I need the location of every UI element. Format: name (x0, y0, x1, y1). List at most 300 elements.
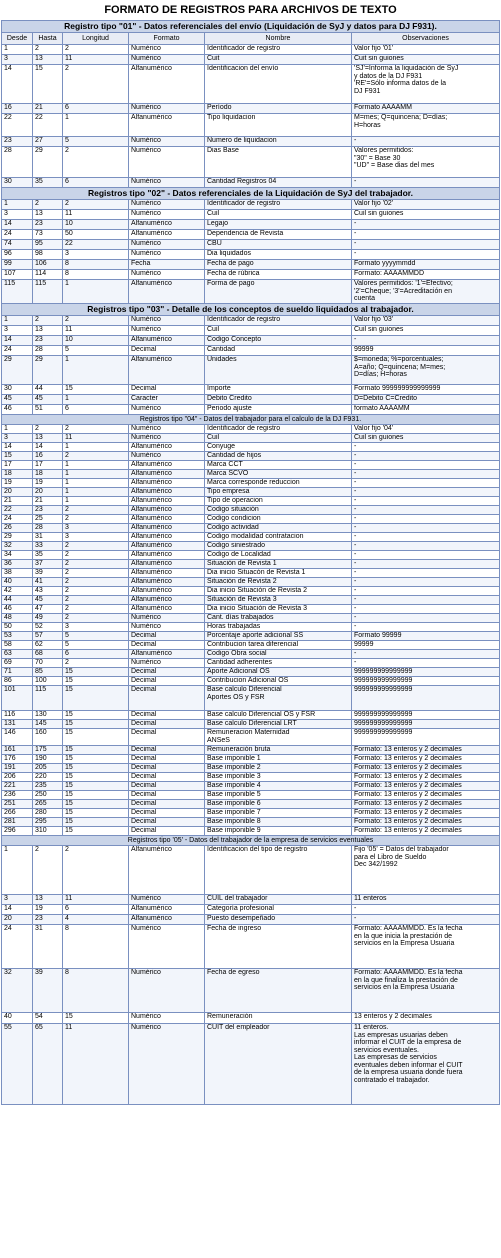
cell-observaciones: - (352, 336, 500, 346)
cell-observaciones: Valores permitidos: '1'=Efectivo; '2'=Cheque; '3'=Acreditación en cuenta (352, 280, 500, 304)
table-row (2, 905, 500, 915)
cell-desde: 20 (2, 488, 33, 497)
cell-desde: 131 (2, 720, 33, 729)
cell-nombre: Fecha de rúbrica (205, 270, 352, 280)
cell-longitud: 5 (63, 632, 129, 641)
cell-longitud: 50 (63, 230, 129, 240)
cell-hasta: 95 (33, 240, 63, 250)
cell-longitud: 10 (63, 220, 129, 230)
table-row (2, 316, 500, 326)
table-row (2, 729, 500, 746)
cell-formato: Alfanumérico (129, 542, 205, 551)
cell-hasta: 23 (33, 915, 63, 925)
cell-formato: Numérico (129, 623, 205, 632)
table-row (2, 605, 500, 614)
cell-formato: Numérico (129, 1024, 205, 1105)
cell-longitud: 1 (63, 395, 129, 405)
column-header-row (2, 33, 500, 45)
cell-observaciones: Formato: 13 enteros y 2 decimales (352, 827, 500, 836)
cell-nombre: CUIT del empleador (205, 1024, 352, 1105)
cell-desde: 14 (2, 336, 33, 346)
cell-desde: 38 (2, 569, 33, 578)
cell-nombre: Codigo Obra social (205, 650, 352, 659)
cell-hasta: 29 (33, 356, 63, 385)
cell-nombre: Base imponible 1 (205, 755, 352, 764)
cell-formato: Alfanumérico (129, 524, 205, 533)
cell-nombre: Periodo ajuste (205, 405, 352, 415)
cell-nombre: Base imponible 9 (205, 827, 352, 836)
cell-desde: 48 (2, 614, 33, 623)
cell-nombre: Base imponible 6 (205, 800, 352, 809)
cell-hasta: 70 (33, 659, 63, 668)
cell-desde: 3 (2, 434, 33, 443)
cell-nombre: Situación de Revista 3 (205, 596, 352, 605)
cell-nombre: Debito Credito (205, 395, 352, 405)
cell-desde: 58 (2, 641, 33, 650)
cell-observaciones: Formato: 13 enteros y 2 decimales (352, 746, 500, 755)
cell-hasta: 13 (33, 895, 63, 905)
cell-longitud: 11 (63, 434, 129, 443)
cell-longitud: 6 (63, 178, 129, 188)
cell-longitud: 6 (63, 650, 129, 659)
cell-formato: Alfanumérico (129, 578, 205, 587)
cell-hasta: 43 (33, 587, 63, 596)
cell-hasta: 250 (33, 791, 63, 800)
cell-longitud: 8 (63, 260, 129, 270)
cell-desde: 22 (2, 506, 33, 515)
cell-observaciones: Formato: 13 enteros y 2 decimales (352, 800, 500, 809)
cell-longitud: 15 (63, 800, 129, 809)
cell-nombre: Cuil (205, 434, 352, 443)
section-title: Registros tipo '05' - Datos del trabajador de la empresa de servicios eventuales (2, 836, 500, 846)
cell-hasta: 85 (33, 668, 63, 677)
table-row (2, 515, 500, 524)
cell-observaciones: M=mes; Q=quincena; D=días; H=horas (352, 114, 500, 137)
cell-observaciones: 999999999999999 (352, 668, 500, 677)
cell-hasta: 23 (33, 220, 63, 230)
cell-observaciones: Formato: AAAAMMDD. Es la fecha en la que inicia la prestación de servicios en la Empresa Usuaria (352, 925, 500, 969)
cell-nombre: Cantidad Registros 04 (205, 178, 352, 188)
table-row (2, 45, 500, 55)
cell-nombre: Puesto desempeñado (205, 915, 352, 925)
cell-nombre: Codigo situación (205, 506, 352, 515)
section-header-row (2, 836, 500, 846)
cell-observaciones: - (352, 470, 500, 479)
cell-longitud: 2 (63, 316, 129, 326)
cell-formato: Decimal (129, 632, 205, 641)
cell-nombre: Remuneración bruta (205, 746, 352, 755)
cell-nombre: Base calculo Diferencial LRT (205, 720, 352, 729)
cell-longitud: 1 (63, 470, 129, 479)
cell-desde: 206 (2, 773, 33, 782)
cell-hasta: 20 (33, 488, 63, 497)
cell-desde: 32 (2, 542, 33, 551)
cell-nombre: Remuneracion Maternidad ANSeS (205, 729, 352, 746)
cell-observaciones: - (352, 569, 500, 578)
cell-observaciones: Formato: AAAAMMDD. Es la fecha en la que finaliza la prestación de servicios en la Empresa Usuaria (352, 969, 500, 1013)
cell-desde: 44 (2, 596, 33, 605)
cell-hasta: 295 (33, 818, 63, 827)
cell-nombre: Fecha de pago (205, 260, 352, 270)
cell-longitud: 15 (63, 773, 129, 782)
cell-formato: Decimal (129, 809, 205, 818)
table-row (2, 596, 500, 605)
cell-longitud: 1 (63, 497, 129, 506)
table-row (2, 470, 500, 479)
cell-nombre: Marca corresponde reduccion (205, 479, 352, 488)
cell-hasta: 27 (33, 137, 63, 147)
cell-formato: Numérico (129, 659, 205, 668)
cell-formato: Numérico (129, 614, 205, 623)
cell-observaciones: Formato: 13 enteros y 2 decimales (352, 755, 500, 764)
cell-longitud: 4 (63, 915, 129, 925)
cell-longitud: 2 (63, 560, 129, 569)
cell-hasta: 13 (33, 210, 63, 220)
cell-desde: 63 (2, 650, 33, 659)
cell-formato: Alfanumérico (129, 560, 205, 569)
cell-observaciones: Formato: AAAAMMDD (352, 270, 500, 280)
cell-nombre: Legajo (205, 220, 352, 230)
table-row (2, 55, 500, 65)
cell-desde: 1 (2, 45, 33, 55)
cell-desde: 34 (2, 551, 33, 560)
cell-longitud: 2 (63, 587, 129, 596)
cell-desde: 40 (2, 1013, 33, 1024)
table-row (2, 551, 500, 560)
cell-desde: 40 (2, 578, 33, 587)
cell-longitud: 6 (63, 405, 129, 415)
cell-longitud: 3 (63, 250, 129, 260)
table-row (2, 497, 500, 506)
cell-longitud: 15 (63, 809, 129, 818)
cell-desde: 116 (2, 711, 33, 720)
cell-desde: 24 (2, 515, 33, 524)
cell-formato: Decimal (129, 729, 205, 746)
cell-longitud: 3 (63, 533, 129, 542)
cell-desde: 14 (2, 65, 33, 104)
table-row (2, 200, 500, 210)
cell-nombre: Dia liquidados (205, 250, 352, 260)
cell-longitud: 1 (63, 479, 129, 488)
cell-desde: 251 (2, 800, 33, 809)
cell-formato: Alfanumérico (129, 650, 205, 659)
cell-hasta: 22 (33, 114, 63, 137)
table-row (2, 614, 500, 623)
cell-longitud: 2 (63, 614, 129, 623)
cell-longitud: 15 (63, 1013, 129, 1024)
cell-observaciones: - (352, 659, 500, 668)
cell-formato: Decimal (129, 668, 205, 677)
cell-nombre: Fecha de egreso (205, 969, 352, 1013)
cell-hasta: 15 (33, 65, 63, 104)
cell-nombre: Unidades (205, 356, 352, 385)
cell-observaciones: Formato: 13 enteros y 2 decimales (352, 764, 500, 773)
column-header-formato: Formato (129, 33, 205, 45)
cell-desde: 18 (2, 470, 33, 479)
cell-desde: 29 (2, 533, 33, 542)
table-row (2, 137, 500, 147)
table-row (2, 488, 500, 497)
cell-desde: 161 (2, 746, 33, 755)
cell-desde: 24 (2, 346, 33, 356)
cell-longitud: 2 (63, 200, 129, 210)
cell-formato: Numérico (129, 104, 205, 114)
cell-desde: 14 (2, 220, 33, 230)
cell-formato: Numérico (129, 405, 205, 415)
cell-nombre: Codigo de Localidad (205, 551, 352, 560)
cell-hasta: 205 (33, 764, 63, 773)
cell-formato: Decimal (129, 818, 205, 827)
cell-hasta: 57 (33, 632, 63, 641)
cell-observaciones: - (352, 137, 500, 147)
cell-observaciones: Formato AAAAMM (352, 104, 500, 114)
table-row (2, 650, 500, 659)
cell-longitud: 2 (63, 578, 129, 587)
cell-hasta: 190 (33, 755, 63, 764)
table-row (2, 809, 500, 818)
cell-observaciones: Cuil sin guiones (352, 434, 500, 443)
section-header-row (2, 415, 500, 425)
cell-hasta: 310 (33, 827, 63, 836)
cell-longitud: 3 (63, 623, 129, 632)
cell-formato: Numérico (129, 434, 205, 443)
cell-hasta: 2 (33, 45, 63, 55)
cell-observaciones: Valor fijo '02' (352, 200, 500, 210)
table-row (2, 720, 500, 729)
cell-longitud: 15 (63, 746, 129, 755)
cell-formato: Decimal (129, 746, 205, 755)
cell-nombre: Marca SCVO (205, 470, 352, 479)
cell-desde: 69 (2, 659, 33, 668)
cell-formato: Alfanumérico (129, 114, 205, 137)
cell-formato: Decimal (129, 641, 205, 650)
cell-nombre: Horas trabajadas (205, 623, 352, 632)
cell-longitud: 11 (63, 210, 129, 220)
table-row (2, 915, 500, 925)
cell-hasta: 45 (33, 596, 63, 605)
cell-hasta: 145 (33, 720, 63, 729)
table-row (2, 764, 500, 773)
cell-longitud: 22 (63, 240, 129, 250)
cell-hasta: 16 (33, 452, 63, 461)
cell-desde: 24 (2, 925, 33, 969)
table-row (2, 220, 500, 230)
cell-observaciones: - (352, 605, 500, 614)
cell-nombre: Dia inicio Situacón de Revista 1 (205, 569, 352, 578)
cell-longitud: 2 (63, 569, 129, 578)
table-row (2, 542, 500, 551)
cell-hasta: 54 (33, 1013, 63, 1024)
cell-nombre: CUIL del trabajador (205, 895, 352, 905)
cell-observaciones: 99999 (352, 641, 500, 650)
cell-hasta: 130 (33, 711, 63, 720)
cell-nombre: Marca CCT (205, 461, 352, 470)
table-row (2, 587, 500, 596)
table-row (2, 560, 500, 569)
table-row (2, 641, 500, 650)
cell-hasta: 29 (33, 147, 63, 178)
cell-nombre: Contribucion tarea diferencial (205, 641, 352, 650)
cell-formato: Decimal (129, 755, 205, 764)
table-row (2, 147, 500, 178)
cell-longitud: 1 (63, 114, 129, 137)
table-row (2, 346, 500, 356)
cell-hasta: 68 (33, 650, 63, 659)
cell-hasta: 2 (33, 200, 63, 210)
cell-longitud: 15 (63, 791, 129, 800)
cell-desde: 86 (2, 677, 33, 686)
cell-observaciones: 13 enteros y 2 decimales (352, 1013, 500, 1024)
table-row (2, 1024, 500, 1105)
cell-hasta: 21 (33, 497, 63, 506)
cell-observaciones: Valor fijo '01' (352, 45, 500, 55)
cell-longitud: 11 (63, 1024, 129, 1105)
cell-observaciones: - (352, 240, 500, 250)
table-row (2, 230, 500, 240)
cell-hasta: 2 (33, 425, 63, 434)
cell-formato: Alfanumérico (129, 506, 205, 515)
cell-hasta: 265 (33, 800, 63, 809)
cell-hasta: 98 (33, 250, 63, 260)
cell-hasta: 13 (33, 434, 63, 443)
table-row (2, 827, 500, 836)
cell-formato: Alfanumérico (129, 230, 205, 240)
cell-longitud: 2 (63, 425, 129, 434)
cell-longitud: 5 (63, 137, 129, 147)
cell-observaciones: - (352, 650, 500, 659)
cell-desde: 107 (2, 270, 33, 280)
table-row (2, 632, 500, 641)
cell-formato: Alfanumérico (129, 846, 205, 895)
section-header-row (2, 188, 500, 200)
cell-longitud: 1 (63, 280, 129, 304)
cell-observaciones: - (352, 533, 500, 542)
cell-nombre: Identificador de registro (205, 45, 352, 55)
cell-hasta: 62 (33, 641, 63, 650)
cell-desde: 3 (2, 55, 33, 65)
cell-formato: Decimal (129, 764, 205, 773)
cell-observaciones: 99999 (352, 346, 500, 356)
table-row (2, 240, 500, 250)
cell-nombre: Tipo liquidacion (205, 114, 352, 137)
cell-observaciones: 999999999999999 (352, 711, 500, 720)
cell-longitud: 2 (63, 596, 129, 605)
cell-observaciones: - (352, 178, 500, 188)
cell-observaciones: - (352, 578, 500, 587)
cell-observaciones: 11 enteros. Las empresas usuarias deben informar el CUIT de la empresa de servicios eventuales. Las empresas de servicios eventuales deben informar el CUIT de la empresa usuaria donde fuera contratado el trabajador. (352, 1024, 500, 1105)
cell-desde: 176 (2, 755, 33, 764)
table-row (2, 533, 500, 542)
table-row (2, 925, 500, 969)
table-row (2, 336, 500, 346)
table-row (2, 461, 500, 470)
cell-longitud: 6 (63, 104, 129, 114)
cell-nombre: Categoría profesional (205, 905, 352, 915)
table-row (2, 104, 500, 114)
cell-observaciones: - (352, 250, 500, 260)
cell-desde: 29 (2, 356, 33, 385)
cell-hasta: 37 (33, 560, 63, 569)
cell-desde: 115 (2, 280, 33, 304)
cell-hasta: 35 (33, 178, 63, 188)
cell-nombre: Importe (205, 385, 352, 395)
cell-observaciones: - (352, 220, 500, 230)
cell-nombre: Remuneración (205, 1013, 352, 1024)
cell-observaciones: Fijo '05' = Datos del trabajador para el Libro de Sueldo Dec 342/1992 (352, 846, 500, 895)
cell-hasta: 115 (33, 280, 63, 304)
cell-nombre: Codigo actividad (205, 524, 352, 533)
cell-hasta: 19 (33, 905, 63, 915)
cell-observaciones: - (352, 623, 500, 632)
cell-longitud: 2 (63, 147, 129, 178)
cell-formato: Alfanumérico (129, 569, 205, 578)
table-row (2, 659, 500, 668)
cell-observaciones: - (352, 587, 500, 596)
cell-nombre: Dia inicio Situación de Revista 3 (205, 605, 352, 614)
cell-nombre: Codigo condicion (205, 515, 352, 524)
cell-longitud: 11 (63, 55, 129, 65)
cell-longitud: 2 (63, 506, 129, 515)
table-row (2, 711, 500, 720)
cell-formato: Numérico (129, 895, 205, 905)
table-row (2, 479, 500, 488)
table-row (2, 178, 500, 188)
table-row (2, 326, 500, 336)
cell-hasta: 106 (33, 260, 63, 270)
cell-nombre: Fecha de ingreso (205, 925, 352, 969)
cell-hasta: 14 (33, 443, 63, 452)
table-row (2, 686, 500, 711)
cell-longitud: 2 (63, 605, 129, 614)
cell-longitud: 1 (63, 356, 129, 385)
cell-formato: Decimal (129, 385, 205, 395)
section-title: Registro tipo "01" - Datos referenciales del envío (Liquidación de SyJ y datos para DJ F931). (2, 21, 500, 33)
cell-desde: 28 (2, 147, 33, 178)
cell-hasta: 18 (33, 470, 63, 479)
cell-formato: Alfanumérico (129, 356, 205, 385)
cell-hasta: 19 (33, 479, 63, 488)
cell-nombre: Aporte Adicional OS (205, 668, 352, 677)
cell-nombre: CBU (205, 240, 352, 250)
cell-formato: Alfanumérico (129, 443, 205, 452)
cell-formato: Numérico (129, 925, 205, 969)
cell-desde: 20 (2, 915, 33, 925)
table-row (2, 405, 500, 415)
cell-longitud: 5 (63, 346, 129, 356)
cell-desde: 30 (2, 385, 33, 395)
cell-longitud: 3 (63, 524, 129, 533)
cell-desde: 296 (2, 827, 33, 836)
cell-desde: 36 (2, 560, 33, 569)
table-row (2, 280, 500, 304)
cell-longitud: 8 (63, 925, 129, 969)
cell-observaciones: - (352, 479, 500, 488)
cell-nombre: Situación de Revista 2 (205, 578, 352, 587)
table-row (2, 356, 500, 385)
cell-hasta: 114 (33, 270, 63, 280)
cell-observaciones: - (352, 461, 500, 470)
cell-desde: 1 (2, 316, 33, 326)
cell-hasta: 17 (33, 461, 63, 470)
cell-hasta: 33 (33, 542, 63, 551)
cell-formato: Alfanumérico (129, 587, 205, 596)
cell-formato: Numérico (129, 316, 205, 326)
cell-formato: Numérico (129, 250, 205, 260)
cell-hasta: 73 (33, 230, 63, 240)
table-row (2, 506, 500, 515)
cell-nombre: Cantidad adherentes (205, 659, 352, 668)
table-row (2, 782, 500, 791)
